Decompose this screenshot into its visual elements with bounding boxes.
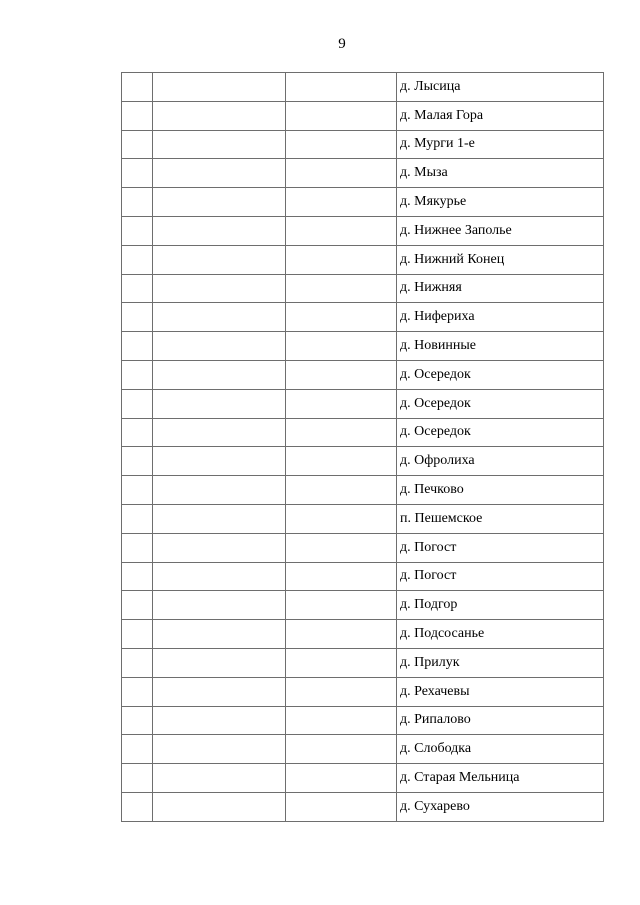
empty-cell bbox=[153, 418, 286, 447]
empty-cell bbox=[286, 677, 397, 706]
empty-cell bbox=[122, 360, 153, 389]
empty-cell bbox=[122, 245, 153, 274]
settlement-name-cell: д. Осередок bbox=[397, 360, 604, 389]
settlements-table-body bbox=[122, 73, 604, 822]
table-row bbox=[122, 303, 604, 332]
empty-cell bbox=[153, 648, 286, 677]
empty-cell bbox=[122, 591, 153, 620]
empty-cell bbox=[286, 360, 397, 389]
empty-cell bbox=[286, 591, 397, 620]
table-row bbox=[122, 706, 604, 735]
empty-cell bbox=[122, 216, 153, 245]
empty-cell bbox=[286, 648, 397, 677]
empty-cell bbox=[153, 245, 286, 274]
settlement-name-cell: д. Подсосанье bbox=[397, 620, 604, 649]
table-row bbox=[122, 73, 604, 102]
empty-cell bbox=[122, 332, 153, 361]
empty-cell bbox=[122, 562, 153, 591]
empty-cell bbox=[286, 101, 397, 130]
settlement-name-cell: д. Лысица bbox=[397, 73, 604, 102]
empty-cell bbox=[286, 216, 397, 245]
empty-cell bbox=[286, 706, 397, 735]
empty-cell bbox=[153, 101, 286, 130]
table-row bbox=[122, 447, 604, 476]
settlement-name-cell: д. Мыза bbox=[397, 159, 604, 188]
empty-cell bbox=[122, 101, 153, 130]
empty-cell bbox=[153, 360, 286, 389]
empty-cell bbox=[122, 389, 153, 418]
settlement-name-cell: д. Прилук bbox=[397, 648, 604, 677]
settlement-name-cell: д. Нижняя bbox=[397, 274, 604, 303]
settlement-name-cell: д. Рехачевы bbox=[397, 677, 604, 706]
empty-cell bbox=[122, 648, 153, 677]
table-row bbox=[122, 101, 604, 130]
empty-cell bbox=[286, 533, 397, 562]
empty-cell bbox=[153, 476, 286, 505]
empty-cell bbox=[122, 274, 153, 303]
empty-cell bbox=[286, 303, 397, 332]
empty-cell bbox=[286, 332, 397, 361]
empty-cell bbox=[286, 792, 397, 821]
empty-cell bbox=[122, 73, 153, 102]
settlement-name-cell: д. Слободка bbox=[397, 735, 604, 764]
settlement-name-cell: д. Сухарево bbox=[397, 792, 604, 821]
empty-cell bbox=[122, 188, 153, 217]
table-row bbox=[122, 360, 604, 389]
empty-cell bbox=[153, 764, 286, 793]
empty-cell bbox=[286, 73, 397, 102]
settlement-name-cell: д. Мурги 1-е bbox=[397, 130, 604, 159]
empty-cell bbox=[153, 504, 286, 533]
empty-cell bbox=[122, 735, 153, 764]
table-row bbox=[122, 476, 604, 505]
table-row bbox=[122, 159, 604, 188]
empty-cell bbox=[122, 476, 153, 505]
table-row bbox=[122, 332, 604, 361]
settlement-name-cell: д. Старая Мельница bbox=[397, 764, 604, 793]
empty-cell bbox=[122, 620, 153, 649]
empty-cell bbox=[286, 130, 397, 159]
table-row bbox=[122, 533, 604, 562]
empty-cell bbox=[153, 591, 286, 620]
empty-cell bbox=[286, 188, 397, 217]
empty-cell bbox=[286, 764, 397, 793]
empty-cell bbox=[153, 620, 286, 649]
empty-cell bbox=[153, 562, 286, 591]
empty-cell bbox=[153, 274, 286, 303]
empty-cell bbox=[122, 792, 153, 821]
empty-cell bbox=[122, 130, 153, 159]
table-row bbox=[122, 677, 604, 706]
empty-cell bbox=[122, 504, 153, 533]
empty-cell bbox=[122, 677, 153, 706]
empty-cell bbox=[153, 792, 286, 821]
empty-cell bbox=[153, 533, 286, 562]
page-number: 9 bbox=[338, 36, 346, 52]
settlement-name-cell: д. Осередок bbox=[397, 418, 604, 447]
empty-cell bbox=[153, 677, 286, 706]
empty-cell bbox=[153, 303, 286, 332]
settlement-name-cell: д. Нижний Конец bbox=[397, 245, 604, 274]
table-row bbox=[122, 188, 604, 217]
empty-cell bbox=[153, 159, 286, 188]
empty-cell bbox=[286, 620, 397, 649]
empty-cell bbox=[286, 159, 397, 188]
empty-cell bbox=[153, 332, 286, 361]
table-row bbox=[122, 562, 604, 591]
table-row bbox=[122, 764, 604, 793]
settlement-name-cell: д. Мякурье bbox=[397, 188, 604, 217]
empty-cell bbox=[122, 159, 153, 188]
empty-cell bbox=[153, 389, 286, 418]
empty-cell bbox=[122, 764, 153, 793]
table-row bbox=[122, 418, 604, 447]
empty-cell bbox=[122, 447, 153, 476]
empty-cell bbox=[122, 418, 153, 447]
empty-cell bbox=[153, 73, 286, 102]
settlement-name-cell: д. Печково bbox=[397, 476, 604, 505]
settlement-name-cell: д. Рипалово bbox=[397, 706, 604, 735]
empty-cell bbox=[286, 476, 397, 505]
empty-cell bbox=[286, 418, 397, 447]
empty-cell bbox=[286, 389, 397, 418]
table-row bbox=[122, 648, 604, 677]
table-row bbox=[122, 792, 604, 821]
empty-cell bbox=[122, 533, 153, 562]
settlements-table bbox=[121, 72, 604, 822]
empty-cell bbox=[122, 303, 153, 332]
empty-cell bbox=[286, 245, 397, 274]
settlement-name-cell: д. Подгор bbox=[397, 591, 604, 620]
empty-cell bbox=[286, 447, 397, 476]
table-row bbox=[122, 620, 604, 649]
table-row bbox=[122, 130, 604, 159]
table-row bbox=[122, 274, 604, 303]
settlement-name-cell: д. Новинные bbox=[397, 332, 604, 361]
empty-cell bbox=[153, 447, 286, 476]
settlement-name-cell: д. Малая Гора bbox=[397, 101, 604, 130]
settlement-name-cell: д. Погост bbox=[397, 533, 604, 562]
empty-cell bbox=[153, 735, 286, 764]
table-row bbox=[122, 245, 604, 274]
empty-cell bbox=[153, 216, 286, 245]
settlement-name-cell: п. Пешемское bbox=[397, 504, 604, 533]
empty-cell bbox=[286, 274, 397, 303]
table-row bbox=[122, 504, 604, 533]
empty-cell bbox=[122, 706, 153, 735]
table-row bbox=[122, 735, 604, 764]
settlement-name-cell: д. Осередок bbox=[397, 389, 604, 418]
table-row bbox=[122, 389, 604, 418]
empty-cell bbox=[286, 504, 397, 533]
settlement-name-cell: д. Нифериха bbox=[397, 303, 604, 332]
empty-cell bbox=[153, 706, 286, 735]
empty-cell bbox=[286, 735, 397, 764]
settlement-name-cell: д. Офролиха bbox=[397, 447, 604, 476]
settlement-name-cell: д. Нижнее Заполье bbox=[397, 216, 604, 245]
settlement-name-cell: д. Погост bbox=[397, 562, 604, 591]
table-row bbox=[122, 591, 604, 620]
empty-cell bbox=[153, 130, 286, 159]
empty-cell bbox=[286, 562, 397, 591]
empty-cell bbox=[153, 188, 286, 217]
table-row bbox=[122, 216, 604, 245]
